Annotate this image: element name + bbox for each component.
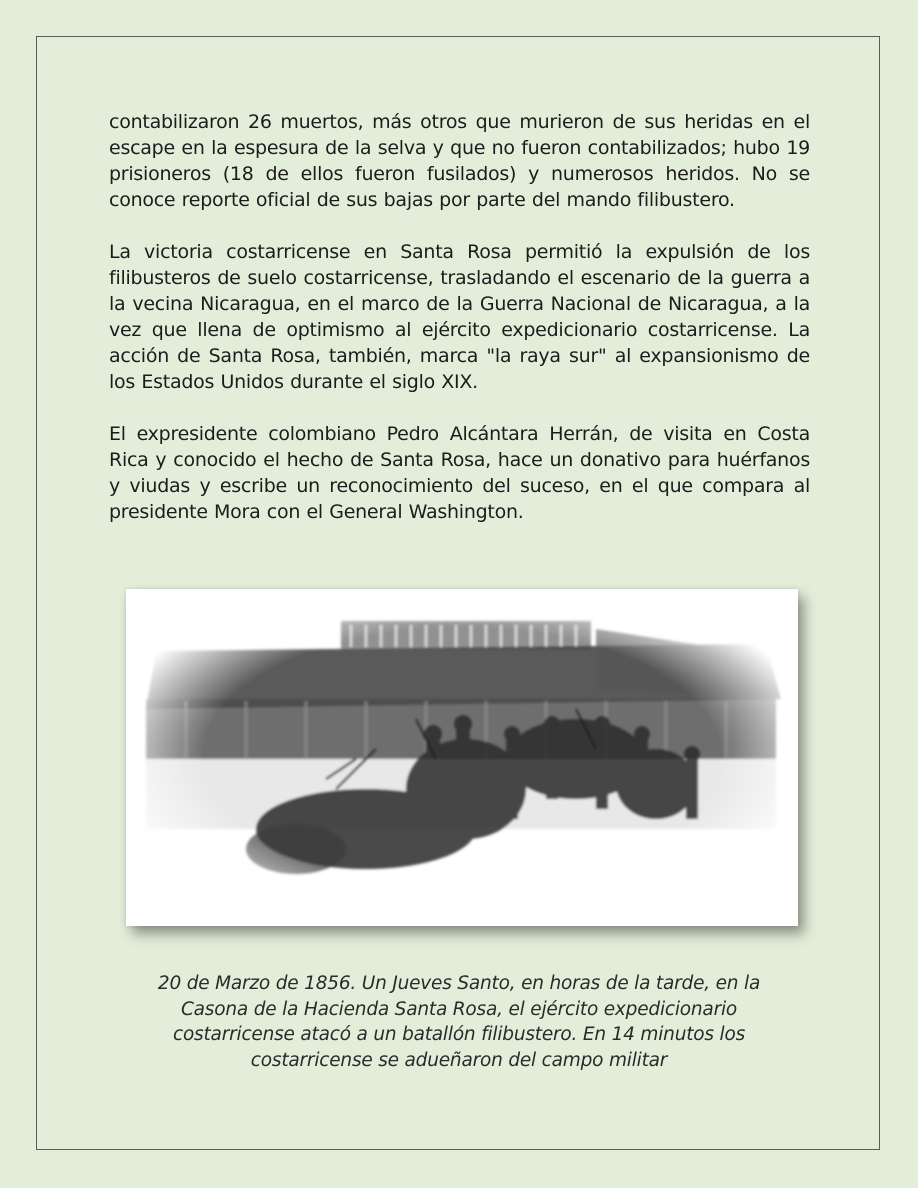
caption-line: Casona de la Hacienda Santa Rosa, el ejército expedicionario	[180, 998, 738, 1020]
paragraph-herran: El expresidente colombiano Pedro Alcántara Herrán, de visita en Costa Rica y conocido el hecho de Santa Rosa, hace un donativo para huérfanos y viudas y escribe un reconocimiento del suceso, en el que compara al presidente Mora con el General Washington.	[109, 423, 810, 523]
caption-line: costarricense se adueñaron del campo militar	[250, 1049, 668, 1071]
historical-photo	[126, 589, 798, 926]
body-text	[109, 109, 810, 551]
paragraph-victory: La victoria costarricense en Santa Rosa permitió la expulsión de los filibusteros de suelo costarricense, trasladando el escenario de la guerra a la vecina Nicaragua, en el marco de la Guerra Nacional de Nicaragua, a la vez que llena de optimismo al ejército expedicionario costarricense. La acción de Santa Rosa, también, marca "la raya sur" al expansionismo de los Estados Unidos durante el siglo XIX.	[109, 241, 810, 393]
caption-line: costarricense atacó a un batallón filibustero. En 14 minutos los	[172, 1024, 746, 1045]
photo-caption	[110, 971, 808, 1073]
paragraph-casualties: contabilizaron 26 muertos, más otros que murieron de sus heridas en el escape en la espesura de la selva y que no fueron contabilizados; hubo 19 prisioneros (18 de ellos fueron fusilados) y numerosos heridos. No se conoce reporte oficial de sus bajas por parte del mando filibustero.	[109, 111, 810, 211]
battle-scene-illustration	[126, 589, 798, 926]
caption-line: 20 de Marzo de 1856. Un Jueves Santo, en horas de la tarde, en la	[157, 973, 761, 994]
